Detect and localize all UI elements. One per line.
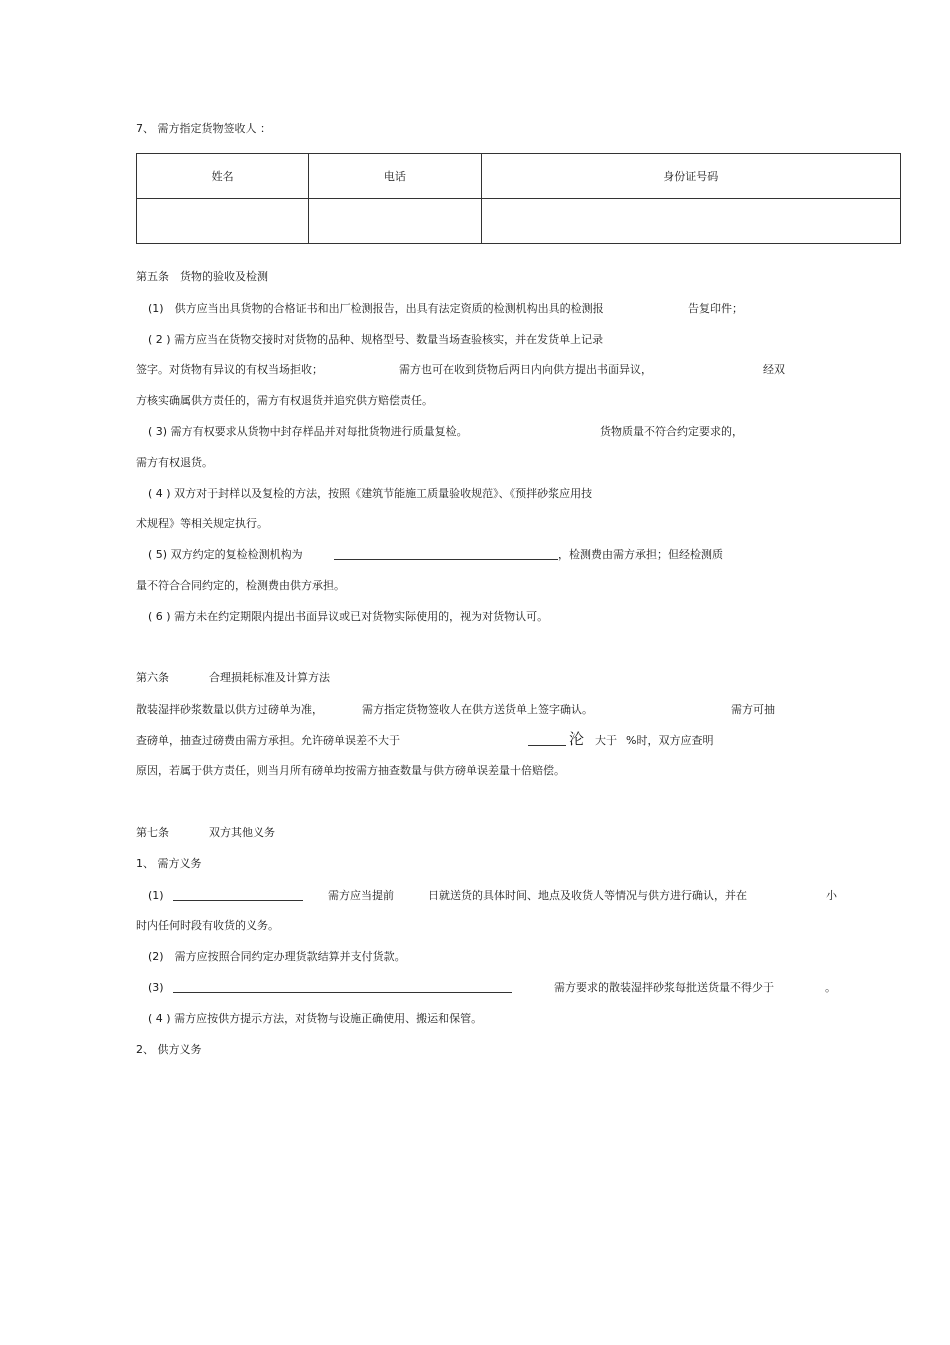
supplier-obligations-heading: 2、 供方义务 bbox=[136, 1043, 202, 1056]
art5-p5-line2: 量不符合合同约定的，检测费由供方承担。 bbox=[136, 579, 345, 592]
art5-p2-line1: ( 2 ) 需方应当在货物交接时对货物的品种、规格型号、数量当场查验核实，并在发货单上记录 bbox=[148, 333, 604, 346]
art5-p5-line1b: ，检测费由需方承担；但经检测质 bbox=[558, 548, 723, 561]
header-name: 姓名 bbox=[137, 154, 309, 199]
header-phone: 电话 bbox=[309, 154, 481, 199]
table-header-row bbox=[137, 154, 901, 199]
header-id-number: 身份证号码 bbox=[481, 154, 900, 199]
art6-line2b: 沦 bbox=[569, 730, 585, 748]
art5-p3-line2: 需方有权退货。 bbox=[136, 456, 213, 469]
art7-item1-b: 需方应当提前 bbox=[328, 889, 394, 902]
art5-p1-line1-end: 告复印件； bbox=[688, 302, 743, 315]
art7-item3-number: (3) bbox=[148, 981, 164, 994]
blank-item1 bbox=[173, 888, 303, 906]
art6-line1c: 需方可抽 bbox=[731, 703, 775, 716]
cell-id-number bbox=[481, 199, 900, 244]
section-7-heading: 7、 需方指定货物签收人 ： bbox=[136, 122, 271, 135]
receiver-table bbox=[136, 153, 901, 244]
art5-p1-line1: (1) 供方应当出具货物的合格证书和出厂检测报告，出具有法定资质的检测机构出具的检测报 bbox=[148, 302, 604, 315]
cell-name bbox=[137, 199, 309, 244]
art7-item1-line2: 时内任何时段有收货的义务。 bbox=[136, 919, 279, 932]
article-6-label: 第六条 bbox=[136, 671, 169, 684]
art6-line3: 原因，若属于供方责任，则当月所有磅单均按需方抽查数量与供方磅单误差量十倍赔偿。 bbox=[136, 764, 565, 777]
art6-line2d: %时，双方应查明 bbox=[626, 734, 714, 747]
article-6-title: 合理损耗标准及计算方法 bbox=[209, 671, 330, 684]
blank-item3 bbox=[173, 980, 512, 998]
art6-line2c: 大于 bbox=[595, 734, 617, 747]
art5-p2-line2c: 经双 bbox=[763, 363, 785, 376]
art7-item3-b: 需方要求的散装湿拌砂浆每批送货量不得少于 bbox=[554, 981, 774, 994]
art7-item1-c: 日就送货的具体时间、地点及收货人等情况与供方进行确认，并在 bbox=[428, 889, 747, 902]
art6-line1b: 需方指定货物签收人在供方送货单上签字确认。 bbox=[362, 703, 593, 716]
art5-p3-line1a: ( 3) 需方有权要求从货物中封存样品并对每批货物进行质量复检。 bbox=[148, 425, 468, 438]
art6-line1a: 散装湿拌砂浆数量以供方过磅单为准， bbox=[136, 703, 323, 716]
art5-p3-line1b: 货物质量不符合约定要求的， bbox=[600, 425, 743, 438]
art7-item3-c: 。 bbox=[825, 981, 836, 994]
art5-p6: ( 6 ) 需方未在约定期限内提出书面异议或已对货物实际使用的，视为对货物认可。 bbox=[148, 610, 549, 623]
buyer-obligations-heading: 1、 需方义务 bbox=[136, 857, 202, 870]
cell-phone bbox=[309, 199, 481, 244]
art6-line2a: 查磅单，抽查过磅费由需方承担。允许磅单误差不大于 bbox=[136, 734, 400, 747]
art5-p2-line2b: 需方也可在收到货物后两日内向供方提出书面异议， bbox=[399, 363, 652, 376]
art7-item2: (2) 需方应按照合同约定办理货款结算并支付货款。 bbox=[148, 950, 406, 963]
article-7-label: 第七条 bbox=[136, 826, 169, 839]
blank-tolerance bbox=[528, 733, 566, 751]
art5-p2-line3: 方核实确属供方责任的，需方有权退货并追究供方赔偿责任。 bbox=[136, 394, 433, 407]
art5-p4-line2: 术规程》等相关规定执行。 bbox=[136, 517, 268, 530]
art5-p5-line1a: ( 5) 双方约定的复检检测机构为 bbox=[148, 548, 303, 561]
blank-test-agency bbox=[334, 547, 558, 565]
art7-item4: ( 4 ) 需方应按供方提示方法，对货物与设施正确使用、搬运和保管。 bbox=[148, 1012, 483, 1025]
table-row bbox=[137, 199, 901, 244]
art7-item1-d: 小 bbox=[826, 889, 837, 902]
article-5-title: 第五条 货物的验收及检测 bbox=[136, 270, 268, 283]
art7-item1-number: (1) bbox=[148, 889, 164, 902]
article-7-title: 双方其他义务 bbox=[209, 826, 275, 839]
art5-p4-line1: ( 4 ) 双方对于封样以及复检的方法，按照《建筑节能施工质量验收规范》、《预拌砂浆应用技 bbox=[148, 487, 593, 500]
art5-p2-line2a: 签字。对货物有异议的有权当场拒收； bbox=[136, 363, 323, 376]
